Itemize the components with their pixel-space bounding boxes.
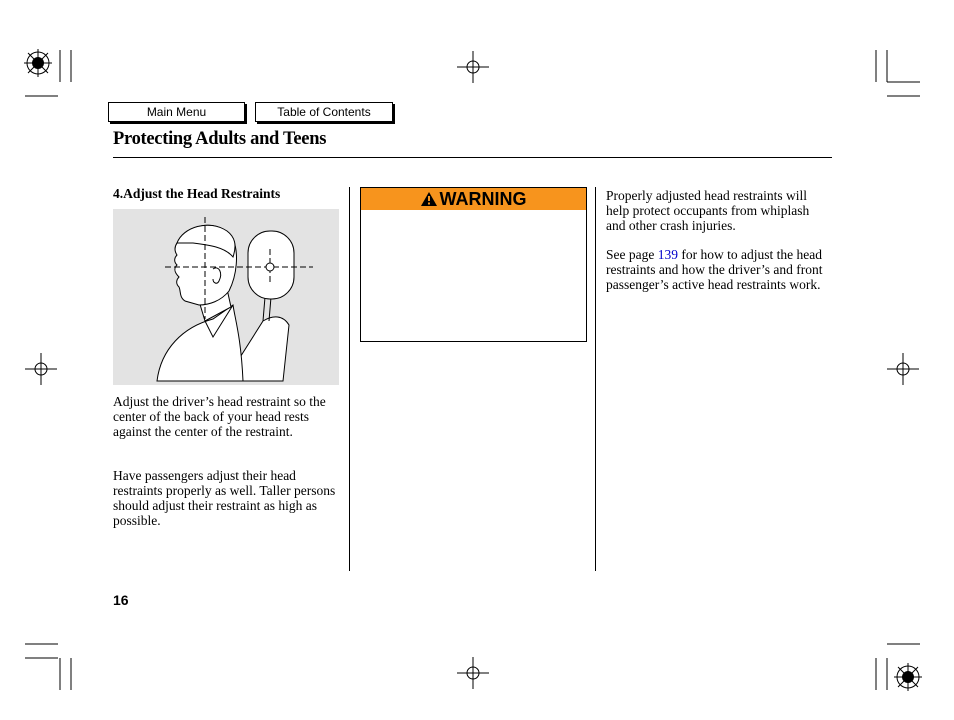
see-page-suffix: for how to adjust the head restraints and how the driver’s and front passenger’s active head restraints work. [606, 247, 823, 292]
crosshair-icon [887, 353, 919, 385]
see-page-paragraph [606, 247, 832, 292]
head-restraint-illustration [113, 209, 339, 385]
registration-target-icon [894, 663, 922, 691]
step-heading: 4.Adjust the Head Restraints [113, 186, 281, 201]
column-divider [595, 187, 596, 571]
see-page-prefix: See page [606, 247, 658, 262]
registration-target-icon [24, 49, 52, 77]
crosshair-icon [457, 51, 489, 83]
title-divider [113, 157, 832, 158]
instruction-paragraph: Adjust the driver’s head restraint so the center of the back of your head rests against the center of the restraint. [113, 394, 326, 439]
page-139-link[interactable]: 139 [657, 247, 678, 262]
warning-label: WARNING [439, 188, 527, 209]
page-title: Protecting Adults and Teens [113, 129, 327, 149]
table-of-contents-button[interactable]: Table of Contents [255, 102, 393, 122]
protection-paragraph: Properly adjusted head restraints will help protect occupants from whiplash and other crash injuries. [606, 188, 810, 233]
page-number: 16 [113, 592, 129, 608]
main-menu-button[interactable]: Main Menu [108, 102, 245, 122]
crosshair-icon [457, 657, 489, 689]
passenger-paragraph: Have passengers adjust their head restraints properly as well. Taller persons should adjust their restraint as high as possible. [113, 468, 336, 528]
warning-triangle-icon [421, 192, 437, 206]
column-divider [349, 187, 350, 571]
crosshair-icon [25, 353, 57, 385]
warning-header [361, 188, 586, 210]
warning-box [360, 187, 587, 342]
